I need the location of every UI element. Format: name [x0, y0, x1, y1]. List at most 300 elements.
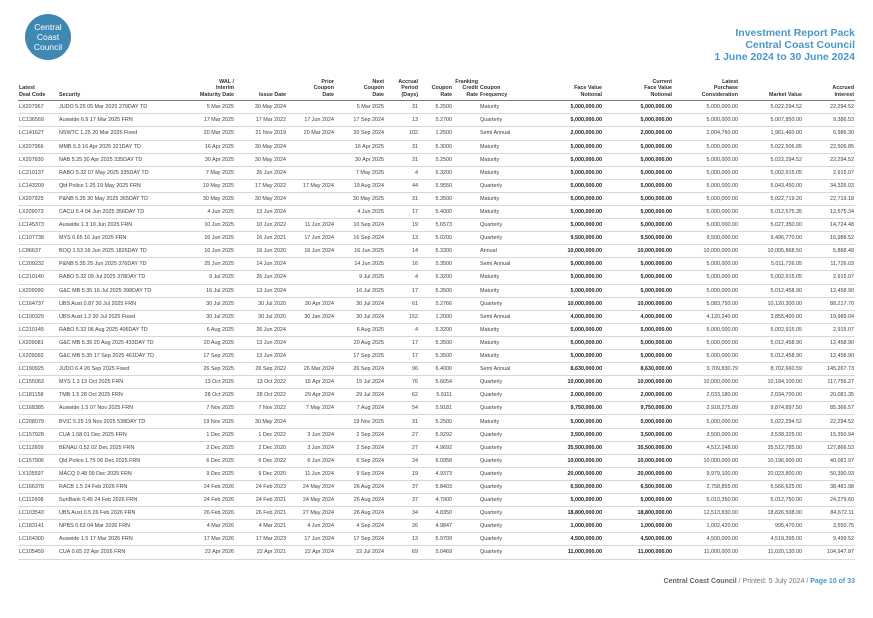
- table-cell: 30 Apr 2025: [335, 153, 385, 166]
- table-cell: LC166378: [18, 480, 58, 493]
- table-cell: 3,500,000.00: [603, 428, 673, 441]
- table-cell: 5,000,000.00: [673, 219, 739, 232]
- table-cell: Quarterly: [479, 428, 531, 441]
- table-cell: 5,007,850.00: [739, 114, 803, 127]
- column-header: Latest Purchase Consideration: [701, 79, 738, 98]
- table-cell: 5,002,915.05: [739, 323, 803, 336]
- table-cell: 9,500,000.00: [531, 232, 603, 245]
- table-cell: 18,800,000.00: [531, 507, 603, 520]
- table-row: [18, 284, 855, 297]
- table-cell: 5.2766: [419, 297, 453, 310]
- table-cell: 35,500,000.00: [531, 441, 603, 454]
- table-cell: 17 Jun 2024: [287, 533, 335, 546]
- table-cell: 13: [385, 114, 419, 127]
- table-cell: 5,000,000.00: [673, 101, 739, 114]
- table-cell: 10,000,000.00: [603, 454, 673, 467]
- table-cell: 26 Aug 2024: [335, 480, 385, 493]
- table-cell: 20 Aug 2025: [335, 336, 385, 349]
- table-cell: 6 Sep 2024: [335, 454, 385, 467]
- table-cell: 24 May 2024: [287, 480, 335, 493]
- table-cell: 17 May 2024: [287, 179, 335, 192]
- table-cell: [453, 323, 479, 336]
- table-cell: JUDO 6.4 26 Sep 2025 Fixed: [58, 363, 180, 376]
- table-cell: 31: [385, 140, 419, 153]
- table-cell: [453, 520, 479, 533]
- table-cell: Quarterly: [479, 232, 531, 245]
- table-cell: 5,000,000.00: [531, 192, 603, 205]
- table-cell: 4.9692: [419, 441, 453, 454]
- table-cell: 8,630,000.00: [603, 363, 673, 376]
- table-cell: 5,002,915.05: [739, 166, 803, 179]
- table-cell: TMB 1.5 28 Oct 2025 FRN: [58, 389, 180, 402]
- table-cell: 6.0958: [419, 454, 453, 467]
- table-cell: NSWTC 1.25 20 Mar 2025 Fixed: [58, 127, 180, 140]
- table-cell: LC103543: [18, 507, 58, 520]
- table-cell: 5,868.49: [803, 245, 855, 258]
- table-cell: 11,020,130.00: [739, 546, 803, 559]
- table-cell: 30 Jan 2024: [287, 310, 335, 323]
- table-cell: 2,033,180.00: [673, 389, 739, 402]
- table-cell: 4 Jun 2025: [180, 205, 235, 218]
- column-header: Current Face Value Notional: [644, 79, 672, 98]
- table-cell: 5,012,575.35: [739, 205, 803, 218]
- table-cell: 16 Jun 2025: [335, 245, 385, 258]
- table-cell: [287, 271, 335, 284]
- table-cell: Quarterly: [479, 546, 531, 559]
- table-cell: 27: [385, 428, 419, 441]
- table-cell: 26 Aug 2024: [335, 507, 385, 520]
- table-row: [18, 402, 855, 415]
- table-cell: 10,005,868.50: [739, 245, 803, 258]
- table-row: [18, 441, 855, 454]
- table-cell: [287, 336, 335, 349]
- table-cell: 11 Jun 2024: [287, 467, 335, 480]
- table-cell: 11,726.03: [803, 258, 855, 271]
- table-cell: [453, 127, 479, 140]
- table-cell: [453, 114, 479, 127]
- table-cell: LC208079: [18, 415, 58, 428]
- table-cell: 37: [385, 480, 419, 493]
- table-cell: LC157928: [18, 428, 58, 441]
- table-cell: Quarterly: [479, 494, 531, 507]
- table-cell: 26 Jun 2024: [235, 166, 287, 179]
- column-header: Security: [59, 91, 81, 98]
- table-row: [18, 114, 855, 127]
- table-cell: 20,023,800.00: [739, 467, 803, 480]
- table-cell: 5,043,450.00: [739, 179, 803, 192]
- column-header: Accrual Period (Days): [398, 79, 418, 98]
- table-cell: 5.9181: [419, 402, 453, 415]
- table-cell: 10,196,900.00: [739, 454, 803, 467]
- table-cell: Quarterly: [479, 376, 531, 389]
- table-cell: [287, 323, 335, 336]
- table-cell: 1,961,460.00: [739, 127, 803, 140]
- table-cell: 9 Dec 2025: [180, 467, 235, 480]
- table-cell: 17 Jun 2024: [287, 232, 335, 245]
- column-header: Face Value Notional: [574, 85, 602, 98]
- table-cell: 10,000,000.00: [531, 245, 603, 258]
- table-cell: Maturity: [479, 192, 531, 205]
- table-cell: 22,506.85: [803, 140, 855, 153]
- table-cell: 30 May 2025: [180, 192, 235, 205]
- table-cell: 54: [385, 402, 419, 415]
- table-cell: 9,500,000.00: [673, 232, 739, 245]
- column-header: Latest Deal Code: [19, 85, 46, 98]
- table-cell: 1,000,000.00: [603, 520, 673, 533]
- table-cell: CUA 1.58 01 Dec 2025 FRN: [58, 428, 180, 441]
- table-cell: 2,915.07: [803, 271, 855, 284]
- table-cell: BVIC 5.25 19 Nov 2025 538DAY TD: [58, 415, 180, 428]
- table-cell: 3,500,000.00: [531, 428, 603, 441]
- table-cell: 4,000,000.00: [603, 310, 673, 323]
- table-cell: 5,000,000.00: [673, 179, 739, 192]
- table-cell: 4,000,000.00: [531, 310, 603, 323]
- table-cell: 31: [385, 153, 419, 166]
- table-cell: 24 May 2024: [287, 494, 335, 507]
- table-cell: 4,500,000.00: [531, 533, 603, 546]
- table-cell: LC210145: [18, 323, 58, 336]
- table-cell: 5,000,000.00: [603, 205, 673, 218]
- table-cell: NAB 5.25 30 Apr 2025 335DAY TD: [58, 153, 180, 166]
- table-row: [18, 415, 855, 428]
- table-cell: 69: [385, 546, 419, 559]
- table-cell: 152: [385, 310, 419, 323]
- table-cell: 4,512,248.00: [673, 441, 739, 454]
- table-cell: 5,022,294.52: [739, 153, 803, 166]
- table-cell: LC86637: [18, 245, 58, 258]
- table-cell: [287, 153, 335, 166]
- table-cell: UBS Aust 0.5 26 Feb 2026 FRN: [58, 507, 180, 520]
- table-row: [18, 166, 855, 179]
- table-cell: 5.3500: [419, 350, 453, 363]
- table-cell: 1,000,000.00: [531, 520, 603, 533]
- table-cell: 30 May 2024: [235, 192, 287, 205]
- table-cell: 5,000,000.00: [673, 140, 739, 153]
- table-cell: 9 Jul 2025: [180, 271, 235, 284]
- table-cell: 10 Jun 2025: [180, 219, 235, 232]
- table-cell: 5,000,000.00: [673, 192, 739, 205]
- table-cell: 26 Jun 2024: [235, 323, 287, 336]
- table-cell: 22 Apr 2026: [180, 546, 235, 559]
- table-cell: 5,022,506.85: [739, 140, 803, 153]
- table-cell: 12,458.90: [803, 284, 855, 297]
- table-cell: [453, 507, 479, 520]
- table-cell: Quarterly: [479, 507, 531, 520]
- table-cell: 6,500,000.00: [603, 480, 673, 493]
- table-cell: 5.9550: [419, 179, 453, 192]
- table-cell: 14: [385, 245, 419, 258]
- table-cell: 3,500,000.00: [673, 428, 739, 441]
- investment-table: [18, 79, 855, 560]
- footer-printed: Printed: 5 July 2024: [742, 578, 805, 585]
- table-cell: 5.6573: [419, 219, 453, 232]
- table-cell: 11,000,000.00: [603, 546, 673, 559]
- table-cell: 5,022,719.20: [739, 192, 803, 205]
- table-cell: [453, 546, 479, 559]
- table-cell: 7 Nov 2022: [235, 402, 287, 415]
- table-cell: 37: [385, 494, 419, 507]
- table-cell: 61: [385, 297, 419, 310]
- table-cell: 4: [385, 166, 419, 179]
- table-row: [18, 363, 855, 376]
- table-cell: 16 Jun 2024: [287, 245, 335, 258]
- table-cell: 6 Jun 2024: [287, 454, 335, 467]
- table-cell: 5,000,000.00: [603, 415, 673, 428]
- column-header: Coupon Frequency: [480, 85, 508, 98]
- table-cell: Quarterly: [479, 520, 531, 533]
- table-cell: 12,458.90: [803, 336, 855, 349]
- table-cell: 20,081.35: [803, 389, 855, 402]
- footer-org: Central Coast Council: [663, 578, 737, 585]
- table-cell: 5,000,000.00: [603, 284, 673, 297]
- table-row: [18, 205, 855, 218]
- table-cell: 18,800,000.00: [603, 507, 673, 520]
- table-cell: 5,000,000.00: [531, 101, 603, 114]
- table-cell: 19 Aug 2024: [335, 179, 385, 192]
- table-cell: 6.4000: [419, 363, 453, 376]
- table-cell: LC141627: [18, 127, 58, 140]
- table-cell: [453, 219, 479, 232]
- table-cell: 34: [385, 507, 419, 520]
- table-cell: 3 Jun 2024: [287, 441, 335, 454]
- table-cell: LC145373: [18, 219, 58, 232]
- table-cell: 19: [385, 467, 419, 480]
- table-cell: Maturity: [479, 140, 531, 153]
- table-cell: 3 Jun 2024: [287, 428, 335, 441]
- table-row: [18, 546, 855, 559]
- table-cell: 3,855,400.00: [739, 310, 803, 323]
- table-cell: 10 Sep 2024: [335, 219, 385, 232]
- table-cell: 5.0200: [419, 232, 453, 245]
- table-cell: 7 May 2025: [335, 166, 385, 179]
- logo-line-1: Central: [34, 22, 62, 32]
- table-cell: 5.2500: [419, 101, 453, 114]
- table-cell: 17: [385, 205, 419, 218]
- table-cell: 5.2700: [419, 114, 453, 127]
- table-cell: JUDO 5.25 05 Mar 2025 279DAY TD: [58, 101, 180, 114]
- table-cell: [453, 153, 479, 166]
- table-cell: 17 Mar 2022: [235, 114, 287, 127]
- table-row: [18, 494, 855, 507]
- table-cell: LC112608: [18, 494, 58, 507]
- table-cell: 9,750,000.00: [603, 402, 673, 415]
- table-cell: Maturity: [479, 166, 531, 179]
- table-cell: Quarterly: [479, 480, 531, 493]
- table-cell: 2,000,000.00: [531, 389, 603, 402]
- table-cell: CUA 0.65 22 Apr 2026 FRN: [58, 546, 180, 559]
- table-cell: 2,758,855.00: [673, 480, 739, 493]
- table-cell: 35,512,785.00: [739, 441, 803, 454]
- table-cell: 31: [385, 192, 419, 205]
- table-cell: [453, 245, 479, 258]
- table-cell: 5,000,000.00: [603, 258, 673, 271]
- table-cell: 26 Feb 2021: [235, 507, 287, 520]
- table-cell: 10,120,300.00: [739, 297, 803, 310]
- table-cell: 4.7900: [419, 494, 453, 507]
- table-cell: 9,499.52: [803, 533, 855, 546]
- table-cell: 5.9709: [419, 533, 453, 546]
- table-cell: 5.2500: [419, 415, 453, 428]
- table-cell: 44: [385, 179, 419, 192]
- table-cell: 11 Jun 2024: [287, 219, 335, 232]
- table-cell: 16 Apr 2025: [180, 140, 235, 153]
- table-cell: 20 Mar 2024: [287, 127, 335, 140]
- table-cell: 22,294.52: [803, 101, 855, 114]
- table-cell: 5,000,000.00: [603, 153, 673, 166]
- table-row: [18, 454, 855, 467]
- table-cell: LX209081: [18, 336, 58, 349]
- report-header: [714, 27, 855, 63]
- table-cell: 13: [385, 533, 419, 546]
- table-cell: 22,719.18: [803, 192, 855, 205]
- table-cell: LC181158: [18, 389, 58, 402]
- table-cell: 5,002,915.05: [739, 271, 803, 284]
- table-cell: 28 Oct 2025: [180, 389, 235, 402]
- report-org: Central Coast Council: [745, 39, 855, 51]
- table-cell: 5,012,458.90: [739, 350, 803, 363]
- table-cell: 5.3500: [419, 258, 453, 271]
- table-cell: Quarterly: [479, 389, 531, 402]
- table-row: [18, 127, 855, 140]
- table-cell: 5,012,458.90: [739, 284, 803, 297]
- table-row: [18, 271, 855, 284]
- table-row: [18, 323, 855, 336]
- table-cell: 9,386.53: [803, 114, 855, 127]
- table-cell: LC164300: [18, 533, 58, 546]
- table-cell: 5.9111: [419, 389, 453, 402]
- table-cell: Auswide 1.5 17 Mar 2026 FRN: [58, 533, 180, 546]
- table-cell: Quarterly: [479, 179, 531, 192]
- table-cell: G&C MB 5.35 20 Aug 2025 433DAY TD: [58, 336, 180, 349]
- table-cell: 35,500,000.00: [603, 441, 673, 454]
- table-cell: 5,000,000.00: [603, 350, 673, 363]
- table-cell: 5,000,000.00: [603, 166, 673, 179]
- table-cell: 6,500,000.00: [531, 480, 603, 493]
- table-cell: 7 Nov 2025: [180, 402, 235, 415]
- table-cell: UBS Aust 0.87 30 Jul 2025 FRN: [58, 297, 180, 310]
- table-cell: 26 Mar 2024: [287, 363, 335, 376]
- table-cell: 4 Sep 2024: [335, 520, 385, 533]
- table-cell: [453, 271, 479, 284]
- table-cell: UBS Aust 1.2 30 Jul 2025 Fixed: [58, 310, 180, 323]
- column-header: Coupon Rate: [431, 85, 452, 98]
- table-cell: 6,566,625.00: [739, 480, 803, 493]
- table-cell: 7 May 2024: [287, 402, 335, 415]
- table-cell: 20,000,000.00: [531, 467, 603, 480]
- table-cell: 5,000,000.00: [603, 494, 673, 507]
- table-cell: [287, 140, 335, 153]
- table-cell: 18,826,508.00: [739, 507, 803, 520]
- table-cell: LC183141: [18, 520, 58, 533]
- table-cell: 17 Sep 2025: [335, 350, 385, 363]
- table-cell: 76: [385, 376, 419, 389]
- table-cell: 30 Apr 2025: [180, 153, 235, 166]
- table-cell: 10,000,000.00: [531, 376, 603, 389]
- column-header: Accrued Interest: [832, 85, 854, 98]
- table-cell: 84,672.11: [803, 507, 855, 520]
- table-cell: 4 Mar 2026: [180, 520, 235, 533]
- table-cell: 10,000,000.00: [603, 297, 673, 310]
- table-cell: 16 Jun 2025: [180, 245, 235, 258]
- table-cell: 4 Mar 2021: [235, 520, 287, 533]
- table-cell: 24 Feb 2026: [180, 494, 235, 507]
- table-cell: Maturity: [479, 336, 531, 349]
- table-cell: LC100329: [18, 310, 58, 323]
- table-cell: [287, 258, 335, 271]
- table-cell: [453, 101, 479, 114]
- table-cell: 25 Jun 2025: [180, 258, 235, 271]
- table-cell: Maturity: [479, 101, 531, 114]
- table-cell: LX209090: [18, 284, 58, 297]
- table-cell: 5,027,350.00: [739, 219, 803, 232]
- table-cell: 17: [385, 350, 419, 363]
- table-cell: LX105597: [18, 467, 58, 480]
- table-cell: Maturity: [479, 415, 531, 428]
- table-cell: 22,294.52: [803, 153, 855, 166]
- table-cell: 5,000,000.00: [673, 350, 739, 363]
- table-cell: 30 Jul 2024: [335, 310, 385, 323]
- table-cell: 995,470.00: [739, 520, 803, 533]
- table-cell: 5,000,000.00: [673, 271, 739, 284]
- table-cell: LC190925: [18, 363, 58, 376]
- table-cell: [453, 441, 479, 454]
- table-cell: [453, 192, 479, 205]
- table-cell: 2,034,700.00: [739, 389, 803, 402]
- table-cell: 5.3200: [419, 166, 453, 179]
- table-cell: 5,000,000.00: [673, 323, 739, 336]
- table-cell: 17: [385, 336, 419, 349]
- table-cell: 2,000,000.00: [603, 389, 673, 402]
- table-cell: Maturity: [479, 350, 531, 363]
- table-cell: 17 Sep 2025: [180, 350, 235, 363]
- table-cell: 104,947.87: [803, 546, 855, 559]
- table-cell: 3,538,325.00: [739, 428, 803, 441]
- table-cell: Maturity: [479, 153, 531, 166]
- table-cell: 13 Jun 2024: [235, 336, 287, 349]
- table-cell: 5,000,000.00: [603, 192, 673, 205]
- table-cell: 30 Jul 2020: [235, 297, 287, 310]
- table-cell: 5,000,000.00: [603, 219, 673, 232]
- table-cell: [453, 363, 479, 376]
- table-row: [18, 297, 855, 310]
- table-cell: 13 Jun 2024: [235, 350, 287, 363]
- table-row: [18, 192, 855, 205]
- page-footer: Central Coast Council / Printed: 5 July 2024 / Page 10 of 33: [663, 578, 855, 585]
- table-cell: 13: [385, 232, 419, 245]
- table-cell: [453, 533, 479, 546]
- table-cell: 5,000,000.00: [603, 114, 673, 127]
- table-cell: 2,004,760.00: [673, 127, 739, 140]
- table-cell: Quarterly: [479, 402, 531, 415]
- table-cell: 5,000,000.00: [673, 284, 739, 297]
- table-cell: 13 Jun 2024: [235, 205, 287, 218]
- table-cell: 10,000,000.00: [603, 376, 673, 389]
- table-row: [18, 258, 855, 271]
- table-cell: 5,000,000.00: [673, 114, 739, 127]
- table-cell: LX207967: [18, 101, 58, 114]
- table-row: [18, 179, 855, 192]
- table-cell: 10 Jun 2022: [235, 219, 287, 232]
- table-cell: Quarterly: [479, 114, 531, 127]
- table-cell: [453, 350, 479, 363]
- table-cell: 5,000,000.00: [531, 219, 603, 232]
- table-cell: 19 Nov 2025: [335, 415, 385, 428]
- table-cell: Quarterly: [479, 441, 531, 454]
- council-logo: [25, 14, 71, 60]
- table-cell: [453, 389, 479, 402]
- table-cell: LX207930: [18, 153, 58, 166]
- table-cell: 117,756.27: [803, 376, 855, 389]
